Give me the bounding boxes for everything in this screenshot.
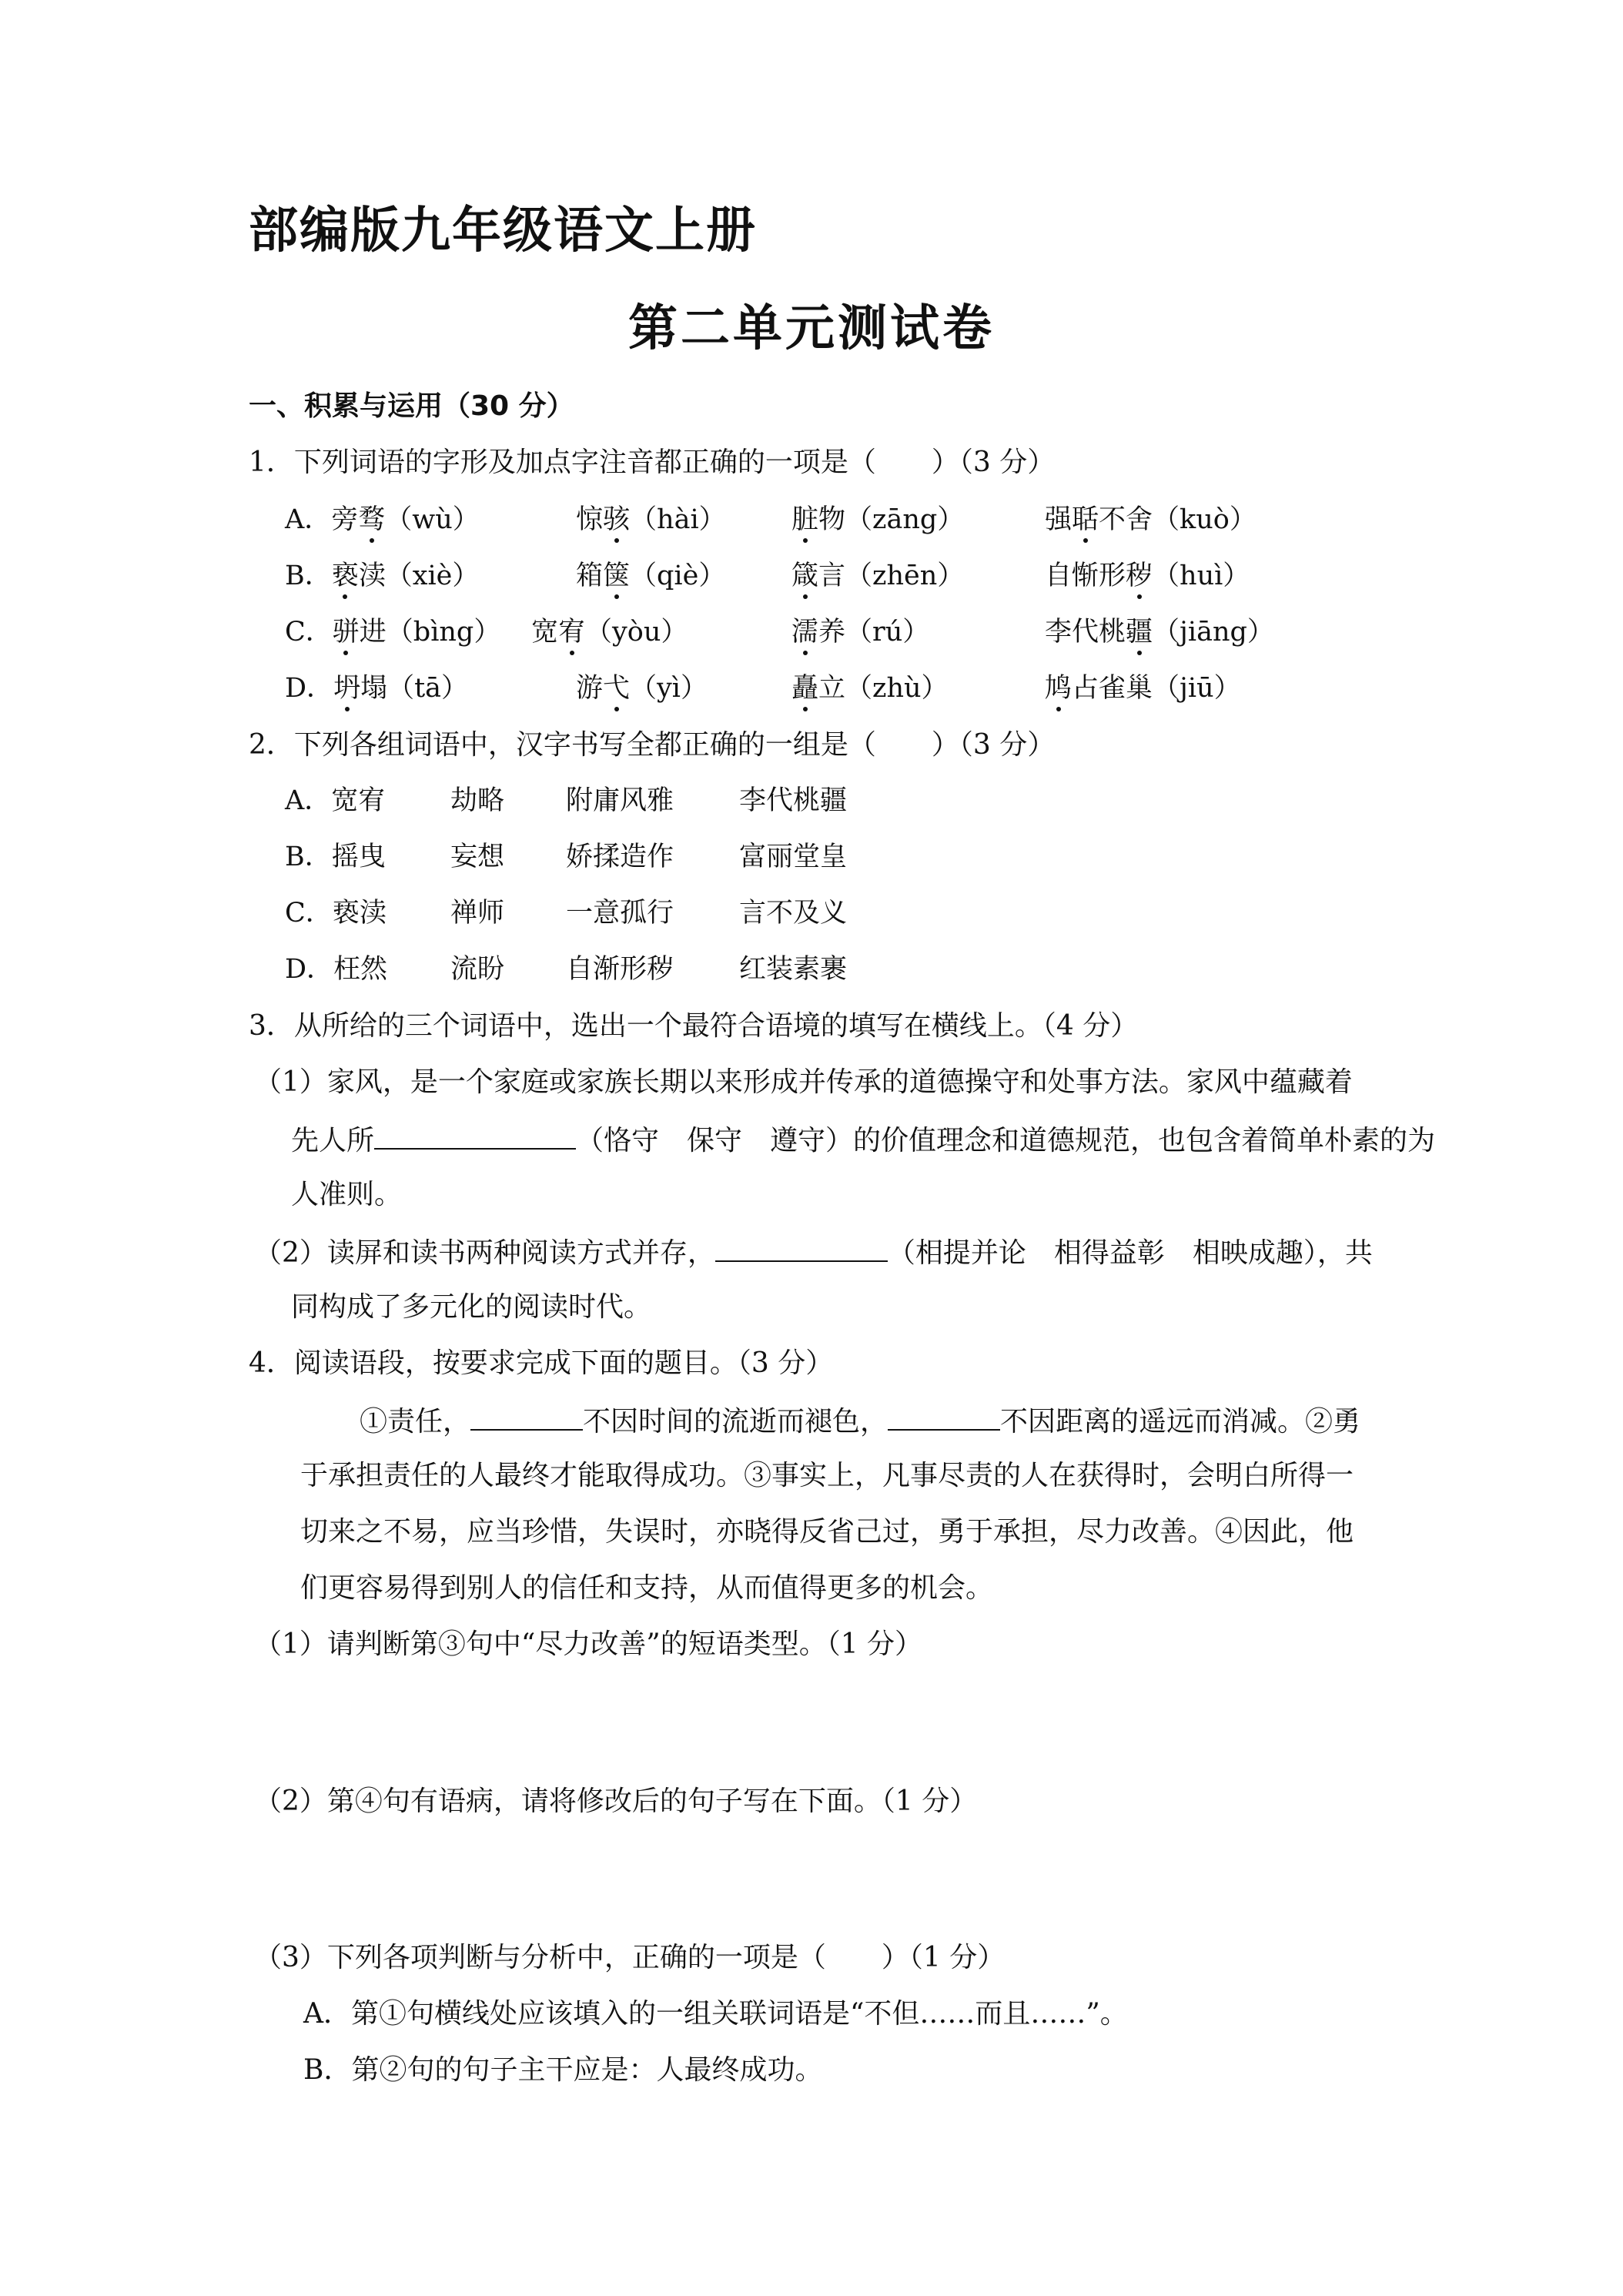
q1-option-d4: 鸠占雀巢（jiū） [1045, 673, 1241, 704]
q1-option-a4: 强聒不舍（kuò） [1045, 504, 1257, 535]
q4-sub3-option-a: A．第①句横线处应该填入的一组关联词语是“不但……而且……”。 [303, 1998, 1128, 2030]
q1-option-b1: B．亵渎（xiè） [285, 561, 480, 591]
q2-b-4: 富丽堂皇 [739, 842, 848, 872]
q1-option-d2: 游弋（yì） [576, 673, 708, 704]
q2-c-4: 言不及义 [739, 898, 848, 929]
q2-b-1: B．摇曳 [285, 842, 386, 872]
q1-option-b2: 箱箧（qiè） [576, 561, 726, 591]
q3-stem: 3．从所给的三个词语中，选出一个最符合语境的填写在横线上。（4 分） [249, 1010, 1139, 1042]
q2-c-1: C．亵渎 [285, 898, 387, 929]
doc-title-line1: 部编版九年级语文上册 [249, 202, 757, 259]
q4-sub2: （2）第④句有语病，请将修改后的句子写在下面。（1 分） [254, 1786, 978, 1817]
q4-sub3: （3）下列各项判断与分析中，正确的一项是（ ）（1 分） [254, 1942, 1006, 1973]
q4-passage-line2: 于承担责任的人最终才能取得成功。③事实上，凡事尽责的人在获得时，会明白所得一 [300, 1460, 1354, 1491]
q1-option-a2: 惊骇（hài） [576, 504, 726, 535]
q2-d-4: 红装素裹 [739, 954, 848, 985]
q4-passage-line1: ①责任， 不因时间的流逝而褪色， 不因距离的遥远而消减。②勇 [360, 1406, 1361, 1438]
q2-b-2: 妄想 [450, 842, 505, 872]
q2-stem: 2．下列各组词语中，汉字书写全都正确的一组是（ ）（3 分） [249, 729, 1056, 761]
q2-d-2: 流盼 [450, 954, 505, 985]
q4-passage-line4: 们更容易得到别人的信任和支持，从而值得更多的机会。 [300, 1572, 994, 1604]
q3-part2-line1: （2）读屏和读书两种阅读方式并存， （相提并论 相得益彰 相映成趣），共 [254, 1237, 1373, 1269]
q2-c-2: 禅师 [450, 898, 505, 929]
q4-blank-2[interactable] [888, 1406, 1000, 1431]
q4-stem: 4．阅读语段，按要求完成下面的题目。（3 分） [249, 1347, 834, 1379]
q1-a1-dotted: 骛 [358, 504, 386, 535]
q2-b-3: 娇揉造作 [566, 842, 674, 872]
q4-blank-1[interactable] [470, 1406, 583, 1431]
q3-part2-line2: 同构成了多元化的阅读时代。 [291, 1291, 652, 1323]
q4-sub1: （1）请判断第③句中“尽力改善”的短语类型。（1 分） [254, 1628, 923, 1660]
q1-option-c1: C．骈进（bìng） [285, 617, 501, 648]
q2-a-4: 李代桃疆 [739, 785, 848, 816]
q2-a-1: A．宽宥 [285, 785, 386, 816]
q3-part1-line1: （1）家风，是一个家庭或家族长期以来形成并传承的道德操守和处事方法。家风中蕴藏着 [254, 1066, 1353, 1098]
q4-passage-line3: 切来之不易，应当珍惜，失误时，亦晓得反省己过，勇于承担，尽力改善。④因此，他 [300, 1516, 1354, 1548]
q3-blank-1[interactable] [374, 1125, 576, 1150]
q1-option-a3: 脏物（zāng） [791, 504, 965, 535]
q1-option-a1: A．旁骛（wù） [285, 504, 480, 535]
q2-a-3: 附庸风雅 [566, 785, 674, 816]
q2-d-3: 自渐形秽 [566, 954, 674, 985]
q4-sub3-option-b: B．第②句的句子主干应是：人最终成功。 [303, 2054, 823, 2086]
q1-option-b4: 自惭形秽（huì） [1045, 561, 1250, 591]
section-heading: 一、积累与运用（30 分） [249, 390, 574, 422]
q1-option-b3: 箴言（zhēn） [791, 561, 965, 591]
q1-option-c4: 李代桃疆（jiāng） [1045, 617, 1274, 648]
q1-option-c3: 濡养（rú） [791, 617, 930, 648]
q1-option-d1: D．坍塌（tā） [285, 673, 469, 704]
q3-part1-line2: 先人所 （恪守 保守 遵守）的价值理念和道德规范，也包含着简单朴素的为 [291, 1125, 1436, 1156]
q3-part1-line3: 人准则。 [291, 1179, 403, 1210]
q2-a-2: 劫略 [450, 785, 505, 816]
q1-option-c2: 宽宥（yòu） [531, 617, 688, 648]
q1-option-d3: 矗立（zhù） [791, 673, 949, 704]
doc-title-line2: 第二单元测试卷 [628, 300, 995, 357]
q3-blank-2[interactable] [715, 1237, 888, 1262]
q1-stem: 1．下列词语的字形及加点字注音都正确的一项是（ ）（3 分） [249, 447, 1056, 478]
q2-d-1: D．枉然 [285, 954, 388, 985]
q2-c-3: 一意孤行 [566, 898, 674, 929]
